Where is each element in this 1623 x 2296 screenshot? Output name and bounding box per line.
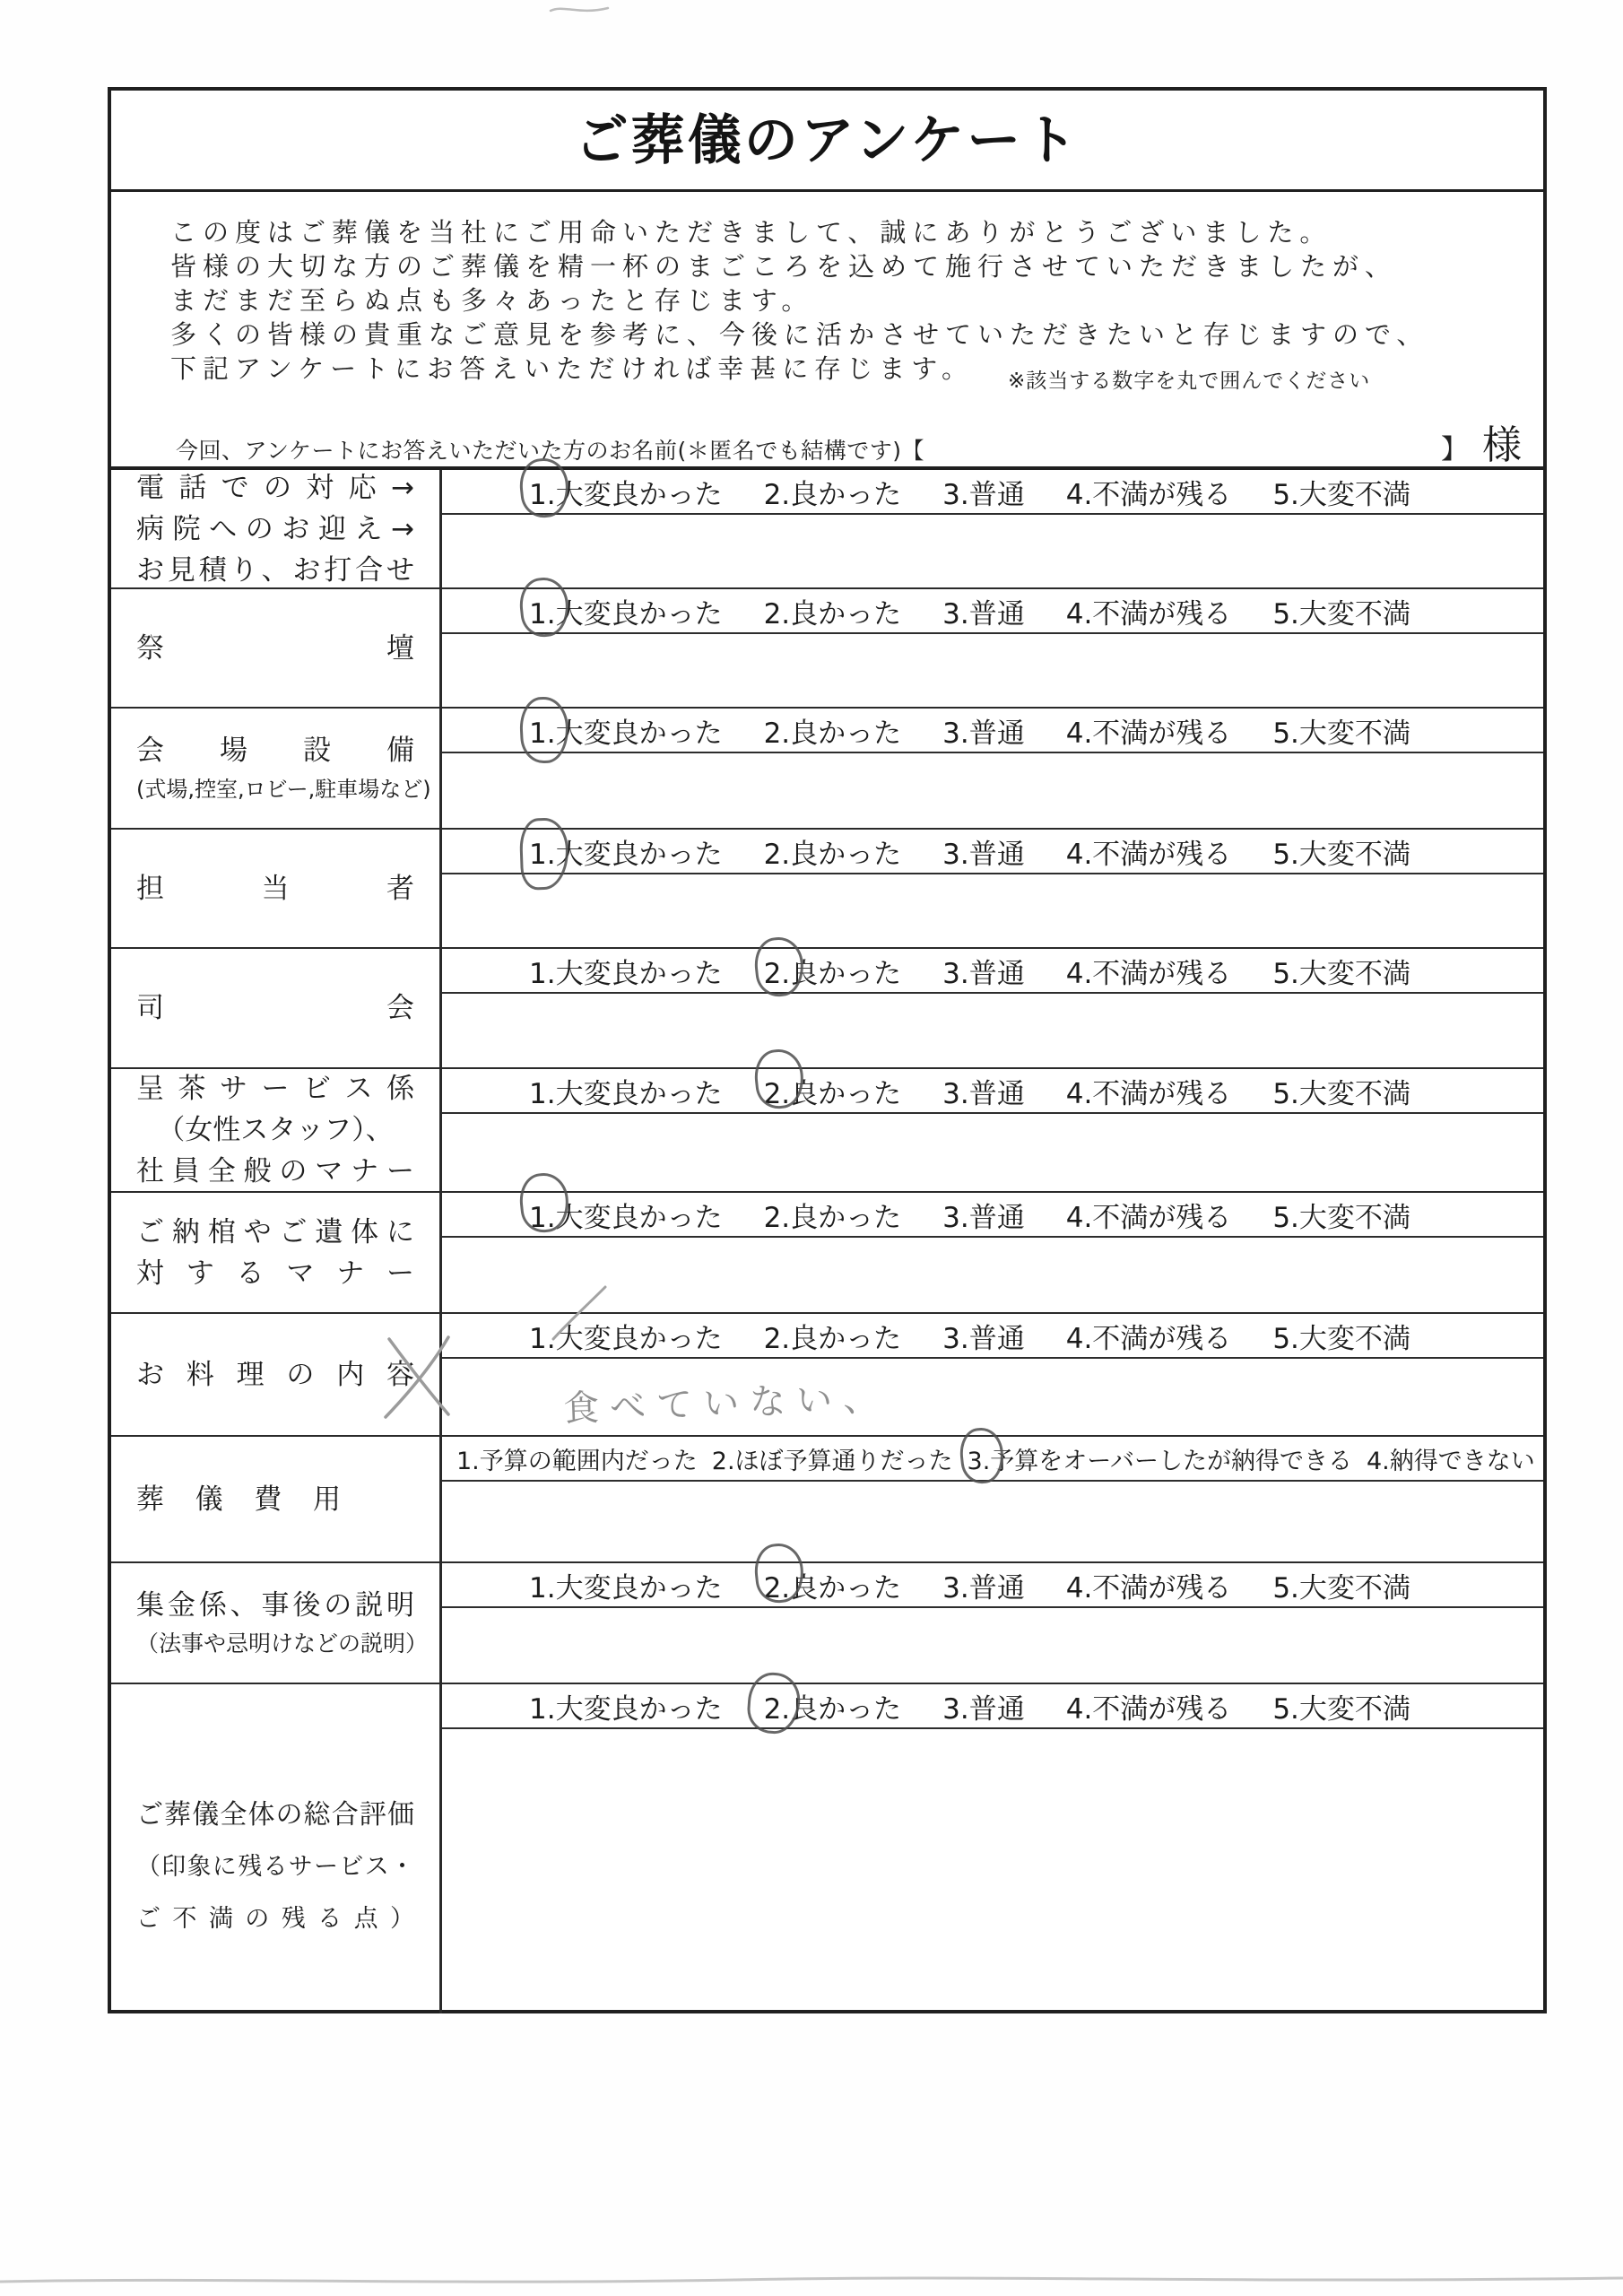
question-label-line: 電話での対応→ (136, 471, 414, 504)
option-3: 3.普通 (942, 1571, 1025, 1605)
answer-cell (442, 830, 1543, 947)
question-label-line: 会場設備 (136, 734, 414, 767)
answer-cell (442, 1437, 1543, 1561)
options-row (442, 1563, 1543, 1608)
question-label-line: 司会 (136, 992, 414, 1024)
intro-box (111, 192, 1543, 470)
question-row-staff-in-charge (111, 830, 1543, 949)
circle-instruction-note: ※該当する数字を丸で囲んでください (1008, 370, 1371, 393)
option-1: 1.大変良かった (529, 1195, 723, 1235)
name-close-bracket: 】 (1441, 434, 1468, 465)
question-row-overall-evaluation (111, 1684, 1543, 2013)
options-row (442, 830, 1543, 874)
honorific-sama: 様 (1482, 422, 1522, 468)
option-5: 5.大変不満 (1272, 838, 1410, 871)
option-3: 3.普通 (942, 1201, 1025, 1234)
option-2: 2.良かった (763, 1201, 902, 1234)
question-label-line: （印象に残るサービス・ (136, 1852, 414, 1881)
question-row-funeral-cost (111, 1437, 1543, 1563)
option-1: 1.大変良かった (529, 1571, 723, 1605)
option-1: 1.大変良かった (529, 957, 723, 990)
options-row (442, 1437, 1543, 1482)
answer-cell (442, 709, 1543, 828)
questionnaire-sheet (108, 87, 1547, 2013)
comment-space (442, 1729, 1543, 2013)
comment-space (442, 994, 1543, 1067)
title-box (111, 91, 1543, 192)
option-4: 4.不満が残る (1065, 478, 1232, 511)
question-label-line: 担当者 (136, 872, 414, 905)
question-label (111, 589, 442, 707)
option-3: 3.普通 (942, 1692, 1025, 1726)
question-label (111, 1193, 442, 1312)
option-1: 1.大変良かった (529, 472, 723, 512)
answer-cell (442, 589, 1543, 707)
option-1: 1.予算の範囲内だった (456, 1447, 698, 1475)
question-label-line: 集金係、事後の説明 (136, 1588, 414, 1622)
option-4: 4.不満が残る (1065, 1692, 1232, 1726)
option-3: 3.普通 (942, 597, 1025, 631)
option-2: 2.良かった (763, 478, 902, 511)
question-label-line: お料理の内容 (136, 1358, 414, 1391)
question-label-line: 社員全般のマナー (136, 1155, 414, 1187)
option-3: 3.普通 (942, 1322, 1025, 1355)
question-label (111, 949, 442, 1067)
question-row-altar (111, 589, 1543, 709)
option-5: 5.大変不満 (1272, 957, 1410, 990)
option-4: 4.不満が残る (1065, 1322, 1232, 1355)
option-1: 1.大変良かった (529, 591, 723, 631)
comment-space (442, 874, 1543, 947)
option-4: 4.不満が残る (1065, 957, 1232, 990)
question-row-casket-manners (111, 1193, 1543, 1314)
comment-space (442, 753, 1543, 828)
question-label-line: 病院へのお迎え→ (136, 512, 414, 545)
handwritten-comment: 食べていない、 (562, 1377, 890, 1431)
intro-line: 多くの皆様の貴重なご意見を参考に、今後に活かさせていただきたいと存じますので、 (170, 319, 1429, 350)
page-title: ご葬儀のアンケート (574, 109, 1081, 172)
intro-line: この度はご葬儀を当社にご用命いただきまして、誠にありがとうございました。 (170, 217, 1332, 248)
question-label-line: 祭壇 (136, 631, 414, 665)
options-row (442, 1069, 1543, 1114)
comment-space (442, 1482, 1543, 1561)
question-label-line: ご納棺やご遺体に (136, 1215, 414, 1248)
option-5: 5.大変不満 (1272, 1201, 1410, 1234)
answer-cell (442, 470, 1543, 587)
question-row-venue-facilities (111, 709, 1543, 830)
intro-line: 下記アンケートにお答えいただければ幸甚に存じます。 (170, 353, 974, 384)
comment-space (442, 1608, 1543, 1683)
answer-cell (442, 949, 1543, 1067)
option-1: 1.大変良かった (529, 710, 723, 751)
option-3: 3.普通 (942, 1077, 1025, 1110)
option-1: 1.大変良かった (529, 1692, 723, 1726)
question-label (111, 470, 442, 587)
option-1: 1.大変良かった (529, 831, 723, 872)
option-2: 2.良かった (763, 597, 902, 631)
option-5: 5.大変不満 (1272, 478, 1410, 511)
question-label-subline: (式場,控室,ロビー,駐車場など) (136, 776, 431, 802)
question-label-line: 対するマナー (136, 1257, 414, 1290)
option-4: 4.不満が残る (1065, 1077, 1232, 1110)
option-3: 3.普通 (942, 838, 1025, 871)
question-row-collection-explanation (111, 1563, 1543, 1684)
option-4: 4.不満が残る (1065, 1571, 1232, 1605)
option-2: 2.良かった (763, 717, 902, 750)
question-row-phone-response (111, 470, 1543, 589)
question-row-tea-service (111, 1069, 1543, 1193)
option-4: 4.不満が残る (1065, 1201, 1232, 1234)
comment-space (442, 515, 1543, 587)
options-row (442, 589, 1543, 634)
question-label-line: ご不満の残る点） (136, 1904, 414, 1933)
option-2: 2.良かった (764, 951, 902, 991)
option-5: 5.大変不満 (1272, 597, 1410, 631)
question-label-line: お見積り、お打合せ (136, 553, 414, 587)
option-1: 1.大変良かった (529, 1322, 723, 1355)
question-label (111, 1437, 442, 1561)
comment-space (442, 1114, 1543, 1191)
options-row (442, 1684, 1543, 1729)
answer-cell (442, 1563, 1543, 1683)
pencil-stroke (541, 1282, 612, 1344)
comment-space (442, 634, 1543, 707)
name-prompt: 今回、アンケートにお答えいただいた方のお名前(＊匿名でも結構です)【 (176, 438, 925, 464)
option-5: 5.大変不満 (1272, 1692, 1410, 1726)
option-3: 3.普通 (942, 717, 1025, 750)
option-2: 2.良かった (764, 1565, 902, 1605)
intro-paragraph (111, 192, 1543, 386)
answer-cell (442, 1069, 1543, 1191)
scan-smudge-mark (549, 2, 612, 18)
question-label-line: （女性スタッフ）、 (157, 1114, 394, 1146)
intro-line: まだまだ至らぬ点も多々あったと存じます。 (170, 285, 814, 316)
answer-cell (442, 1684, 1543, 2013)
option-2: 2.ほぼ予算通りだった (711, 1447, 953, 1475)
answer-cell (442, 1314, 1543, 1435)
option-1: 1.大変良かった (529, 1077, 723, 1110)
option-4: 4.納得できない (1366, 1447, 1535, 1475)
option-3: 3.予算をオーバーしたが納得できる (968, 1441, 1352, 1476)
options-row (442, 470, 1543, 515)
question-label (111, 1563, 442, 1683)
question-label (111, 1069, 442, 1191)
option-3: 3.普通 (942, 478, 1025, 511)
option-2: 2.良かった (764, 1686, 902, 1726)
option-5: 5.大変不満 (1272, 1322, 1410, 1355)
option-4: 4.不満が残る (1065, 597, 1232, 631)
handwritten-x-mark (377, 1332, 462, 1422)
option-2: 2.良かった (764, 1071, 902, 1111)
question-label-line: 呈茶サービス係 (136, 1073, 414, 1105)
respondent-name-line (176, 413, 1522, 470)
question-row-food (111, 1314, 1543, 1437)
option-4: 4.不満が残る (1065, 838, 1232, 871)
option-5: 5.大変不満 (1272, 1571, 1410, 1605)
question-label (111, 709, 442, 828)
option-5: 5.大変不満 (1272, 1077, 1410, 1110)
question-label (111, 1684, 442, 2013)
option-3: 3.普通 (942, 957, 1025, 990)
question-label-line: 葬儀費用 (136, 1483, 341, 1516)
option-5: 5.大変不満 (1272, 717, 1410, 750)
options-row (442, 1193, 1543, 1238)
intro-line: 皆様の大切な方のご葬儀を精一杯のまごころを込めて施行させていただきましたが、 (170, 251, 1398, 282)
question-row-mc (111, 949, 1543, 1069)
options-row (442, 949, 1543, 994)
question-label (111, 830, 442, 947)
questionnaire-table (111, 470, 1543, 2013)
question-label-subline: （法事や忌明けなどの説明） (136, 1630, 429, 1657)
option-2: 2.良かった (763, 1322, 902, 1355)
question-label-line: ご葬儀全体の総合評価 (136, 1798, 414, 1831)
option-4: 4.不満が残る (1065, 717, 1232, 750)
scanner-artifact-line (0, 2271, 1623, 2292)
options-row (442, 709, 1543, 753)
option-2: 2.良かった (763, 838, 902, 871)
